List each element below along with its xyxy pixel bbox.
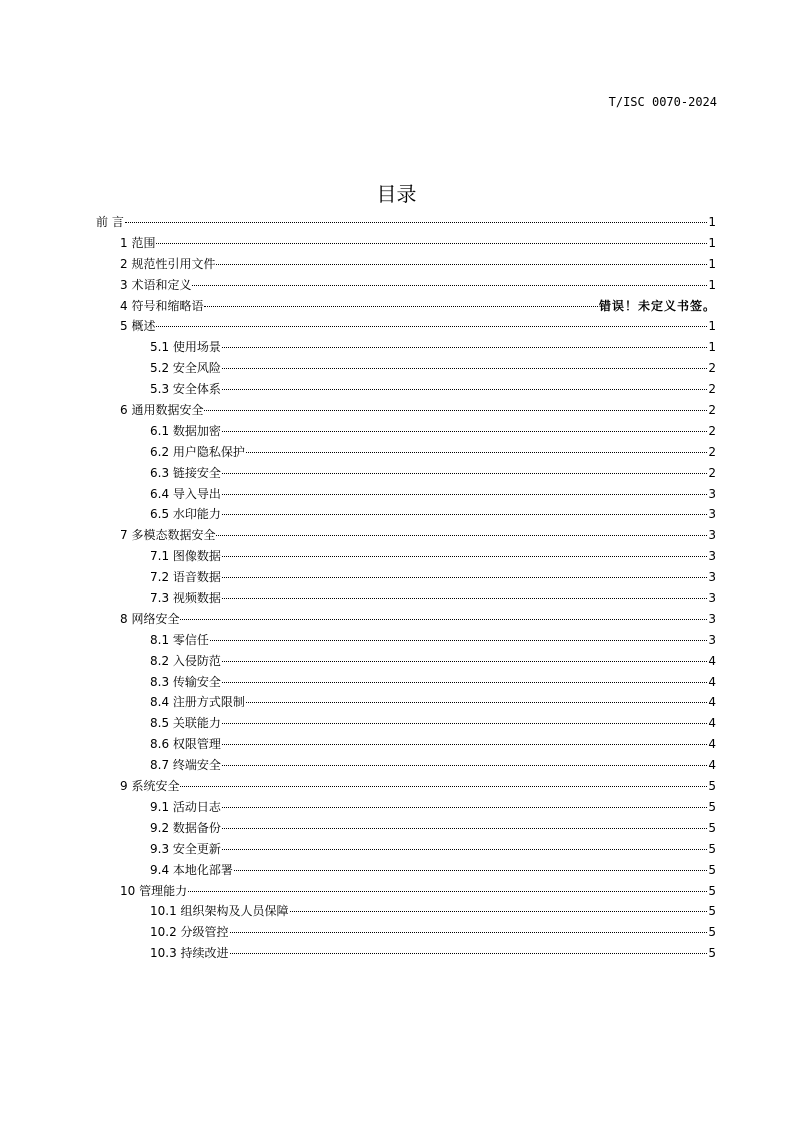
toc-entry[interactable] [96,504,716,525]
toc-entry-label: 5.2 安全风险 [150,361,221,376]
toc-entry-page-number: 5 [708,820,716,835]
toc-entry[interactable] [96,943,716,964]
toc-entry[interactable] [96,379,716,400]
document-code: T/ISC 0070-2024 [608,95,717,109]
toc-leader-dots [222,493,707,495]
toc-leader-dots [234,869,707,871]
toc-leader-dots [222,722,707,724]
toc-entry-page-number: 3 [708,611,716,626]
toc-entry[interactable] [96,254,716,275]
toc-entry[interactable] [96,901,716,922]
toc-leader-dots [222,764,707,766]
toc-title: 目录 [376,182,417,206]
toc-entry-page-number: 5 [708,799,716,814]
toc-entry[interactable] [96,630,716,651]
toc-entry-label: 9.1 活动日志 [150,799,221,814]
toc-leader-dots [192,284,707,286]
toc-leader-dots [156,242,707,244]
toc-entry-page-number: 4 [708,674,716,689]
toc-entry-label: 9 系统安全 [120,779,180,794]
toc-leader-dots [222,597,707,599]
toc-leader-dots [156,325,707,327]
toc-entry[interactable] [96,421,716,442]
toc-entry-page-number: 4 [708,758,716,773]
toc-entry-page-number: 1 [708,215,716,229]
toc-leader-dots [216,534,707,536]
toc-entry-page-number: 4 [708,695,716,710]
toc-entry-label: 6.3 链接安全 [150,465,221,480]
toc-entry[interactable] [96,609,716,630]
toc-entry-page-number: 3 [708,591,716,606]
toc-entry[interactable] [96,400,716,421]
toc-leader-dots [222,388,707,390]
toc-leader-dots [222,346,707,348]
toc-entry-label: 9.3 安全更新 [150,841,221,856]
toc-entry-error-text: 错误！未定义书签。 [598,298,716,313]
toc-entry[interactable] [96,275,716,296]
toc-entry-label: 9.4 本地化部署 [150,862,233,877]
toc-entry-page-number: 5 [708,946,716,961]
toc-entry[interactable] [96,567,716,588]
toc-entry-label: 10 管理能力 [120,883,188,898]
toc-leader-dots [222,681,707,683]
toc-entry[interactable] [96,734,716,755]
toc-leader-dots [222,367,707,369]
toc-entry-label: 6.4 导入导出 [150,486,221,501]
toc-entry-page-number: 5 [708,862,716,877]
toc-entry-page-number: 5 [708,925,716,940]
toc-leader-dots [222,743,707,745]
toc-leader-dots [216,263,707,265]
toc-entry-page-number: 3 [708,549,716,564]
toc-entry[interactable] [96,797,716,818]
toc-entry-page-number: 4 [708,737,716,752]
toc-entry-page-number: 4 [708,653,716,668]
toc-entry-page-number: 1 [708,277,716,292]
toc-entry[interactable] [96,296,716,317]
toc-entry[interactable] [96,776,716,797]
toc-entry-label: 8.4 注册方式限制 [150,695,245,710]
toc-entry-page-number: 3 [708,528,716,543]
toc-entry-page-number: 5 [708,883,716,898]
toc-entry-page-number: 2 [708,361,716,376]
toc-entry[interactable] [96,922,716,943]
toc-entry[interactable] [96,316,716,337]
toc-entry-page-number: 2 [708,444,716,459]
toc-entry[interactable] [96,651,716,672]
toc-entry-label: 10.3 持续改进 [150,946,229,961]
toc-entry-label: 10.1 组织架构及人员保障 [150,904,289,919]
toc-leader-dots [246,451,707,453]
toc-entry-label: 6.5 水印能力 [150,507,221,522]
toc-leader-dots [210,639,707,641]
toc-leader-dots [246,701,707,703]
toc-entry-label: 7 多模态数据安全 [120,528,216,543]
toc-entry-page-number: 2 [708,465,716,480]
toc-entry-label: 7.3 视频数据 [150,591,221,606]
toc-entry-label: 4 符号和缩略语 [120,298,204,313]
toc-leader-dots [188,890,707,892]
toc-entry-label: 2 规范性引用文件 [120,256,216,271]
toc-entry-page-number: 4 [708,716,716,731]
toc-entry-label: 8.3 传输安全 [150,674,221,689]
toc-leader-dots [222,806,707,808]
toc-entry-label: 10.2 分级管控 [150,925,229,940]
toc-entry[interactable] [96,713,716,734]
toc-leader-dots [222,827,707,829]
toc-entry-page-number: 2 [708,423,716,438]
toc-entry-label: 3 术语和定义 [120,277,192,292]
toc-entry-page-number: 5 [708,841,716,856]
toc-entry-label: 1 范围 [120,235,156,250]
toc-entry-label: 8.6 权限管理 [150,737,221,752]
toc-entry-page-number: 2 [708,403,716,418]
toc-leader-dots [222,430,707,432]
toc-entry-label: 6.1 数据加密 [150,423,221,438]
toc-entry[interactable] [96,546,716,567]
toc-leader-dots [204,305,598,307]
toc-entry-label: 前 言 [96,215,124,229]
toc-entry[interactable] [96,692,716,713]
toc-entry-label: 9.2 数据备份 [150,820,221,835]
toc-entry-label: 6 通用数据安全 [120,403,204,418]
toc-leader-dots [222,513,707,515]
toc-entry-label: 7.1 图像数据 [150,549,221,564]
toc-entry[interactable] [96,484,716,505]
toc-leader-dots [222,555,707,557]
toc-entry-page-number: 3 [708,486,716,501]
toc-entry[interactable] [96,672,716,693]
toc-leader-dots [230,931,708,933]
toc-entry-page-number: 3 [708,632,716,647]
toc-leader-dots [230,952,708,954]
toc-entry-page-number: 1 [708,319,716,334]
toc-entry-page-number: 1 [708,235,716,250]
toc-entry[interactable] [96,818,716,839]
toc-entry[interactable] [96,525,716,546]
toc-entry[interactable] [96,212,716,233]
toc-leader-dots [180,785,707,787]
toc-entry-page-number: 1 [708,256,716,271]
toc-entry[interactable] [96,337,716,358]
toc-entry-label: 8 网络安全 [120,611,180,626]
toc-entry[interactable] [96,860,716,881]
toc-entry-page-number: 1 [708,340,716,355]
toc-entry-label: 8.7 终端安全 [150,758,221,773]
toc-leader-dots [180,618,707,620]
toc-leader-dots [222,472,707,474]
toc-entry-page-number: 2 [708,382,716,397]
toc-leader-dots [290,910,708,912]
toc-entry[interactable] [96,755,716,776]
toc-leader-dots [125,221,708,223]
toc-entry-label: 8.1 零信任 [150,632,209,647]
toc-entry[interactable] [96,358,716,379]
toc-entry-label: 8.5 关联能力 [150,716,221,731]
toc-leader-dots [204,409,707,411]
toc-leader-dots [222,576,707,578]
toc-entry-label: 5.3 安全体系 [150,382,221,397]
toc-entry-label: 8.2 入侵防范 [150,653,221,668]
toc-entry-page-number: 5 [708,904,716,919]
toc-entry-label: 5 概述 [120,319,156,334]
toc-leader-dots [222,848,707,850]
toc-entry[interactable] [96,839,716,860]
toc-entry[interactable] [96,588,716,609]
toc-entry[interactable] [96,442,716,463]
toc-entry[interactable] [96,881,716,902]
toc-entry[interactable] [96,463,716,484]
toc-entry-label: 7.2 语音数据 [150,570,221,585]
toc-entry-label: 6.2 用户隐私保护 [150,444,245,459]
toc-entry-page-number: 5 [708,779,716,794]
toc-entry[interactable] [96,233,716,254]
table-of-contents [96,212,716,964]
toc-entry-page-number: 3 [708,570,716,585]
toc-entry-page-number: 3 [708,507,716,522]
toc-leader-dots [222,660,707,662]
toc-entry-label: 5.1 使用场景 [150,340,221,355]
